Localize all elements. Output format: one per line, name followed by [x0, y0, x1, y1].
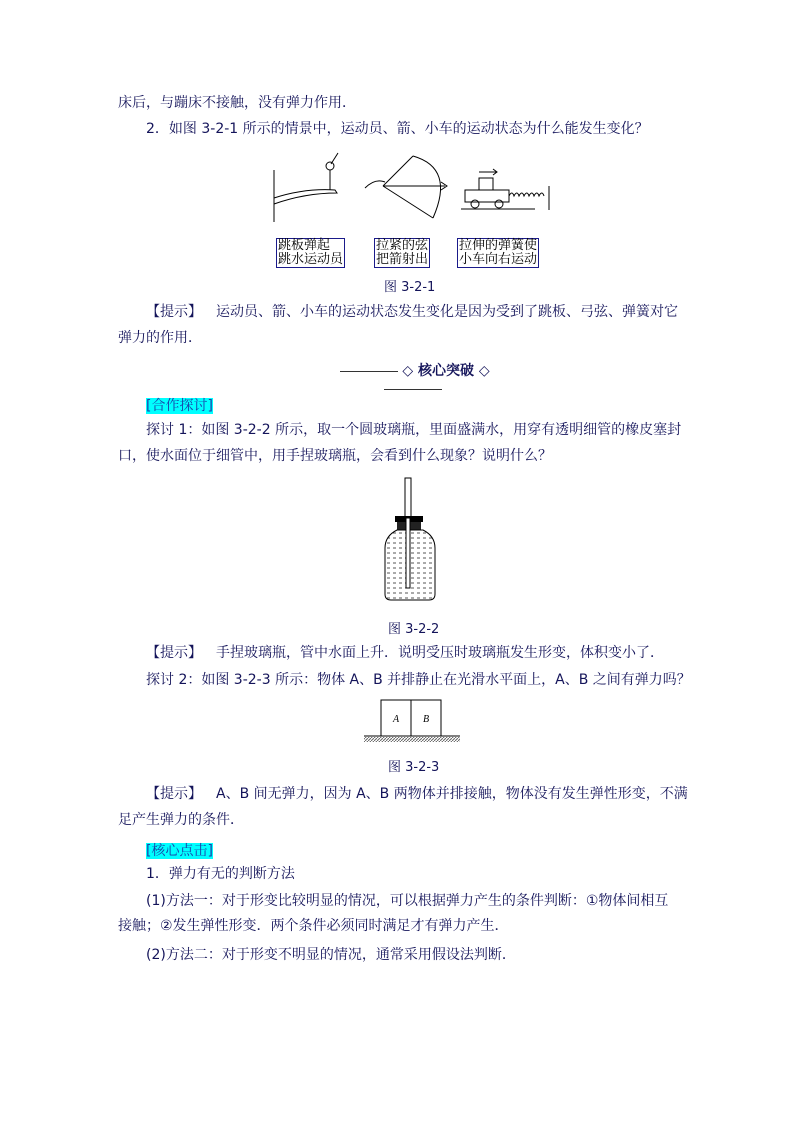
fig1-label-1	[276, 238, 345, 268]
tip-text: 运动员、箭、小车的运动状态发生变化是因为受到了跳板、弓弦、弹簧对它	[216, 304, 678, 320]
section-heading: ◇ 核心突破 ◇	[304, 362, 522, 398]
label-line: 小车向右运动	[459, 252, 538, 267]
tip-text: 手捏玻璃瓶，管中水面上升．说明受压时玻璃瓶发生形变，体积变小了．	[216, 645, 664, 661]
figure-caption: 图 3-2-2	[388, 622, 440, 637]
block-b-label: B	[422, 714, 430, 725]
text-line: 口，使水面位于细管中，用手捏玻璃瓶，会看到什么现象？说明什么？	[118, 448, 552, 464]
label-line: 跳板弹起	[278, 238, 331, 253]
tag-text: [核心点击]	[146, 843, 213, 859]
figure-3-2-1-drawings	[265, 148, 565, 228]
figure-caption: 图 3-2-1	[384, 280, 436, 295]
text-line: 床后，与蹦床不接触，没有弹力作用．	[118, 95, 356, 111]
tag-text: [合作探讨]	[146, 398, 213, 414]
fig1-label-3	[457, 238, 539, 268]
tag-cooperative-inquiry	[146, 397, 213, 415]
tag-core-points	[146, 842, 213, 860]
figure-caption: 图 3-2-3	[388, 760, 440, 775]
text-line: 弹力的作用．	[118, 330, 202, 346]
tip-label: 【提示】	[146, 645, 202, 661]
inquiry-1: 探讨 1：如图 3-2-2 所示，取一个圆玻璃瓶，里面盛满水，用穿有透明细管的橡皮塞封	[146, 422, 682, 438]
label-line: 跳水运动员	[278, 252, 344, 267]
tip-1	[146, 303, 678, 321]
blocks-drawing	[362, 696, 462, 746]
bow-arrow-drawing	[365, 156, 447, 218]
block-a-label: A	[392, 714, 400, 725]
tip-label: 【提示】	[146, 304, 202, 320]
diving-board-drawing	[274, 153, 338, 222]
question-2: 2．如图 3-2-1 所示的情景中，运动员、箭、小车的运动状态为什么能发生变化？	[146, 121, 649, 137]
tip-label: 【提示】	[146, 786, 202, 802]
tip-text: A、B 间无弹力，因为 A、B 两物体并排接触，物体没有发生弹性形变，不满	[216, 786, 688, 802]
method-2: (2)方法二：对于形变不明显的情况，通常采用假设法判断．	[146, 947, 516, 963]
fig1-label-2	[374, 238, 430, 268]
cart-spring-drawing	[461, 169, 549, 210]
glass-bottle-drawing	[375, 476, 445, 606]
label-line: 拉紧的弦	[376, 238, 429, 253]
tip-3	[146, 785, 688, 803]
label-line: 把箭射出	[376, 252, 429, 267]
text-line: 足产生弹力的条件．	[118, 812, 244, 828]
tip-2	[146, 644, 664, 662]
label-line: 拉伸的弹簧使	[459, 238, 538, 253]
text-line: 接触；②发生弹性形变．两个条件必须同时满足才有弹力产生．	[118, 918, 509, 934]
method-1: (1)方法一：对于形变比较明显的情况，可以根据弹力产生的条件判断：①物体间相互	[146, 893, 669, 909]
point-1: 1．弹力有无的判断方法	[146, 866, 295, 882]
inquiry-2: 探讨 2：如图 3-2-3 所示：物体 A、B 并排静止在光滑水平面上，A、B 之间有弹力吗？	[146, 672, 691, 688]
